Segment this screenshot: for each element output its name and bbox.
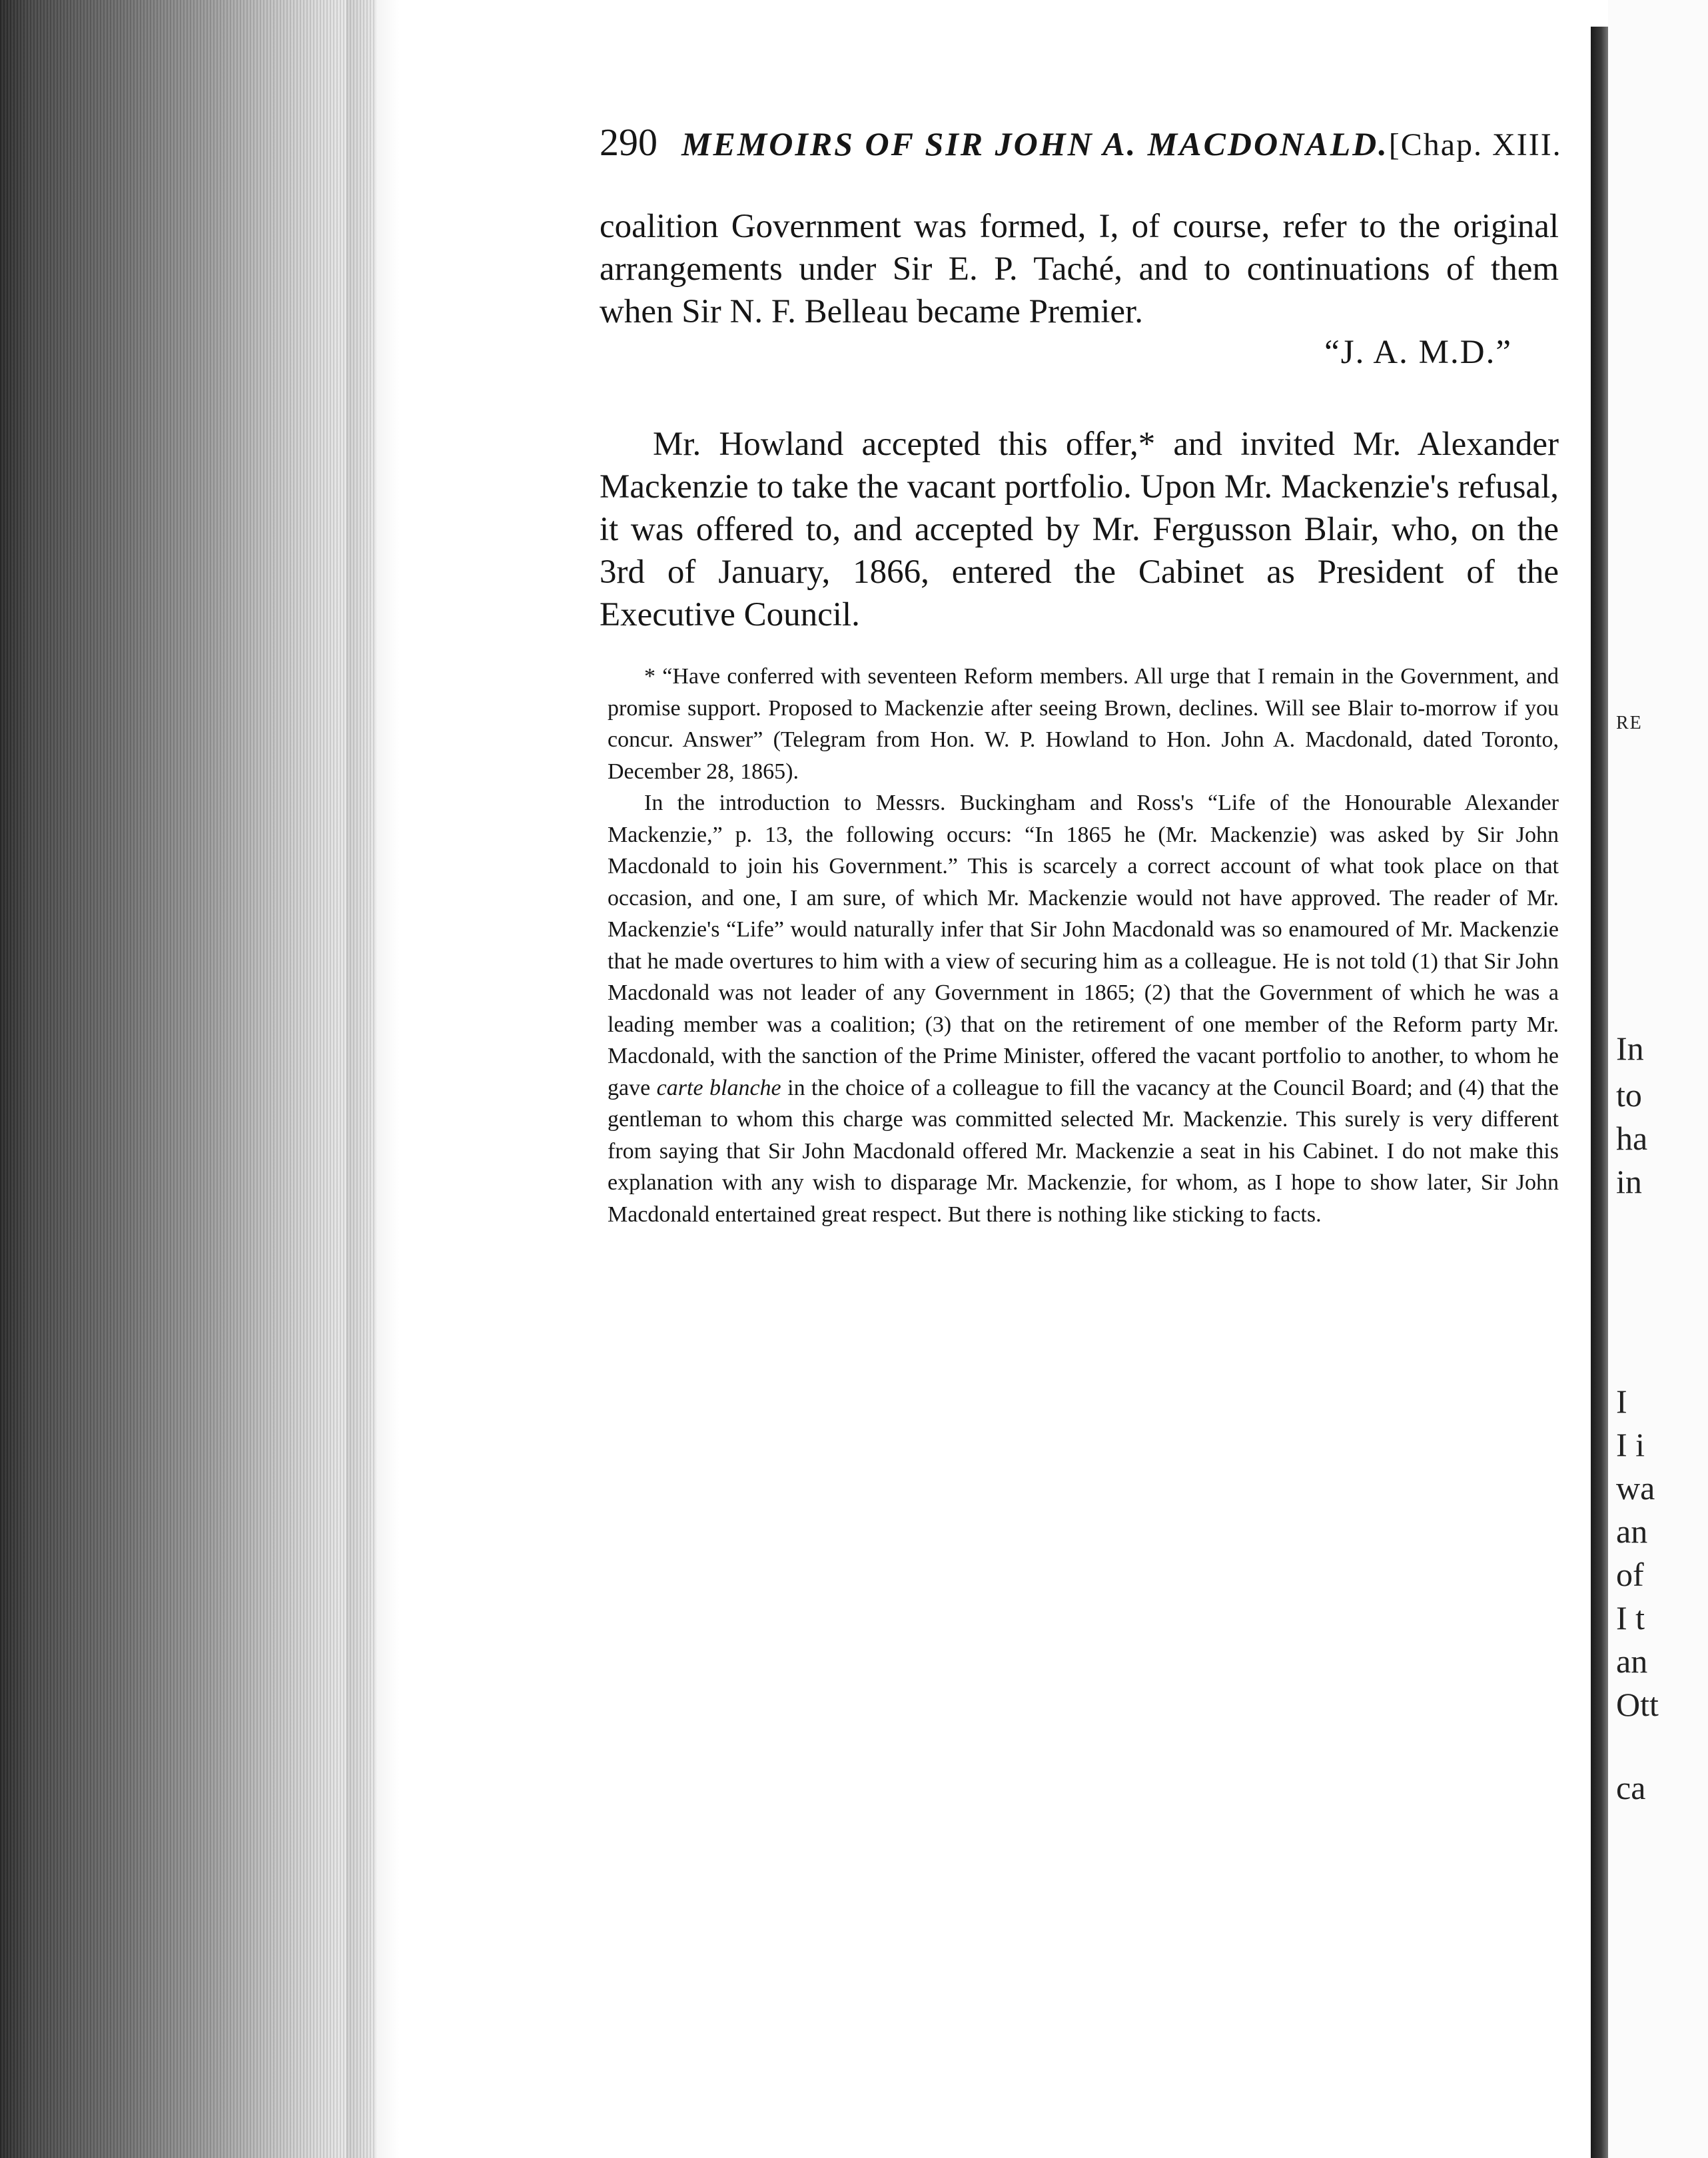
- page-shadow: [346, 0, 400, 2158]
- signature: “J. A. M.D.”: [1324, 334, 1512, 371]
- running-title: MEMOIRS OF SIR JOHN A. MACDONALD.: [681, 125, 1389, 163]
- footnote-text: In the introduction to Messrs. Buckingham and Ross's “Life of the Honourable Alexander Mackenzie,” p. 13, the following occurs: “In 1865 he (Mr. Mackenzie) was asked by Sir John Macdonald to join his Government.” This is scarcely a correct account of what took place on that occasion, and one, I am sure, of which Mr. Mackenzie would not have approved. The reader of Mr. Mackenzie's “Life” would naturally infer that Sir John Macdonald was so enamoured of Mr. Mackenzie that he made overtures to him with a view of securing him as a colleague. He is not told (1) that Sir John Macdonald was not leader of any Government in 1865; (2) that the Government of which he was a leading member was a coalition; (3) that on the retirement of one member of the Reform party Mr. Macdonald, with the sanction of the Prime Minister, offered the vacant portfolio to another, to whom he gave: [608, 791, 1559, 1100]
- footnote: [608, 787, 1559, 1230]
- body-paragraph: Mr. Howland accepted this offer,* and invited Mr. Alexander Mackenzie to take the vacant portfolio. Upon Mr. Mackenzie's refusal, it was offered to, and accepted by Mr. Fergusson Blair, who, on the 3rd of January, 1866, entered the Cabinet as President of the Executive Council.: [600, 426, 1559, 633]
- facing-fragment: I i: [1616, 1426, 1645, 1463]
- facing-fragment: of: [1616, 1556, 1644, 1593]
- facing-fragment: I: [1616, 1383, 1627, 1420]
- facing-fragment: ca: [1616, 1769, 1646, 1806]
- book-edge: [0, 0, 376, 2158]
- footnote-italic: carte blanche: [656, 1075, 781, 1100]
- footnote: * “Have conferred with seventeen Reform members. All urge that I remain in the Government, and promise support. Proposed to Mackenzie after seeing Brown, declines. Will see Blair to-morrow if you concur. Answer” (Telegram from Hon. W. P. Howland to Hon. John A. Macdonald, dated Toronto, December 28, 1865).: [608, 664, 1559, 784]
- chapter-label: [Chap. XIII.: [1388, 127, 1562, 163]
- facing-fragment: In: [1616, 1030, 1644, 1067]
- body-paragraph: coalition Government was formed, I, of course, refer to the original arrangements under Sir E. P. Taché, and to continuations of them when Sir N. F. Belleau became Premier.: [600, 208, 1559, 330]
- facing-fragment: an: [1616, 1513, 1648, 1550]
- running-header: [600, 120, 1562, 173]
- facing-fragment: ha: [1616, 1120, 1648, 1157]
- facing-fragment: RE: [1616, 713, 1643, 733]
- facing-fragment: wa: [1616, 1469, 1655, 1507]
- facing-fragment: I t: [1616, 1599, 1645, 1636]
- footnotes: [608, 661, 1559, 1230]
- facing-page: [1608, 0, 1708, 2158]
- book-gutter: [1591, 27, 1608, 2158]
- facing-fragment: to: [1616, 1076, 1642, 1114]
- facing-fragment: Ott: [1616, 1686, 1659, 1723]
- facing-fragment: an: [1616, 1642, 1648, 1680]
- page-number: 290: [600, 121, 657, 164]
- footnote-text: in the choice of a colleague to fill the vacancy at the Council Board; and (4) that the gentleman to whom this charge was committed selected Mr. Mackenzie. This surely is very different from saying that Sir John Macdonald offered Mr. Mackenzie a seat in his Cabinet. I do not make this explanation with any wish to disparage Mr. Mackenzie, for whom, as I hope to show later, Sir John Macdonald entertained great respect. But there is nothing like sticking to facts.: [608, 1075, 1559, 1227]
- facing-fragment: in: [1616, 1163, 1642, 1200]
